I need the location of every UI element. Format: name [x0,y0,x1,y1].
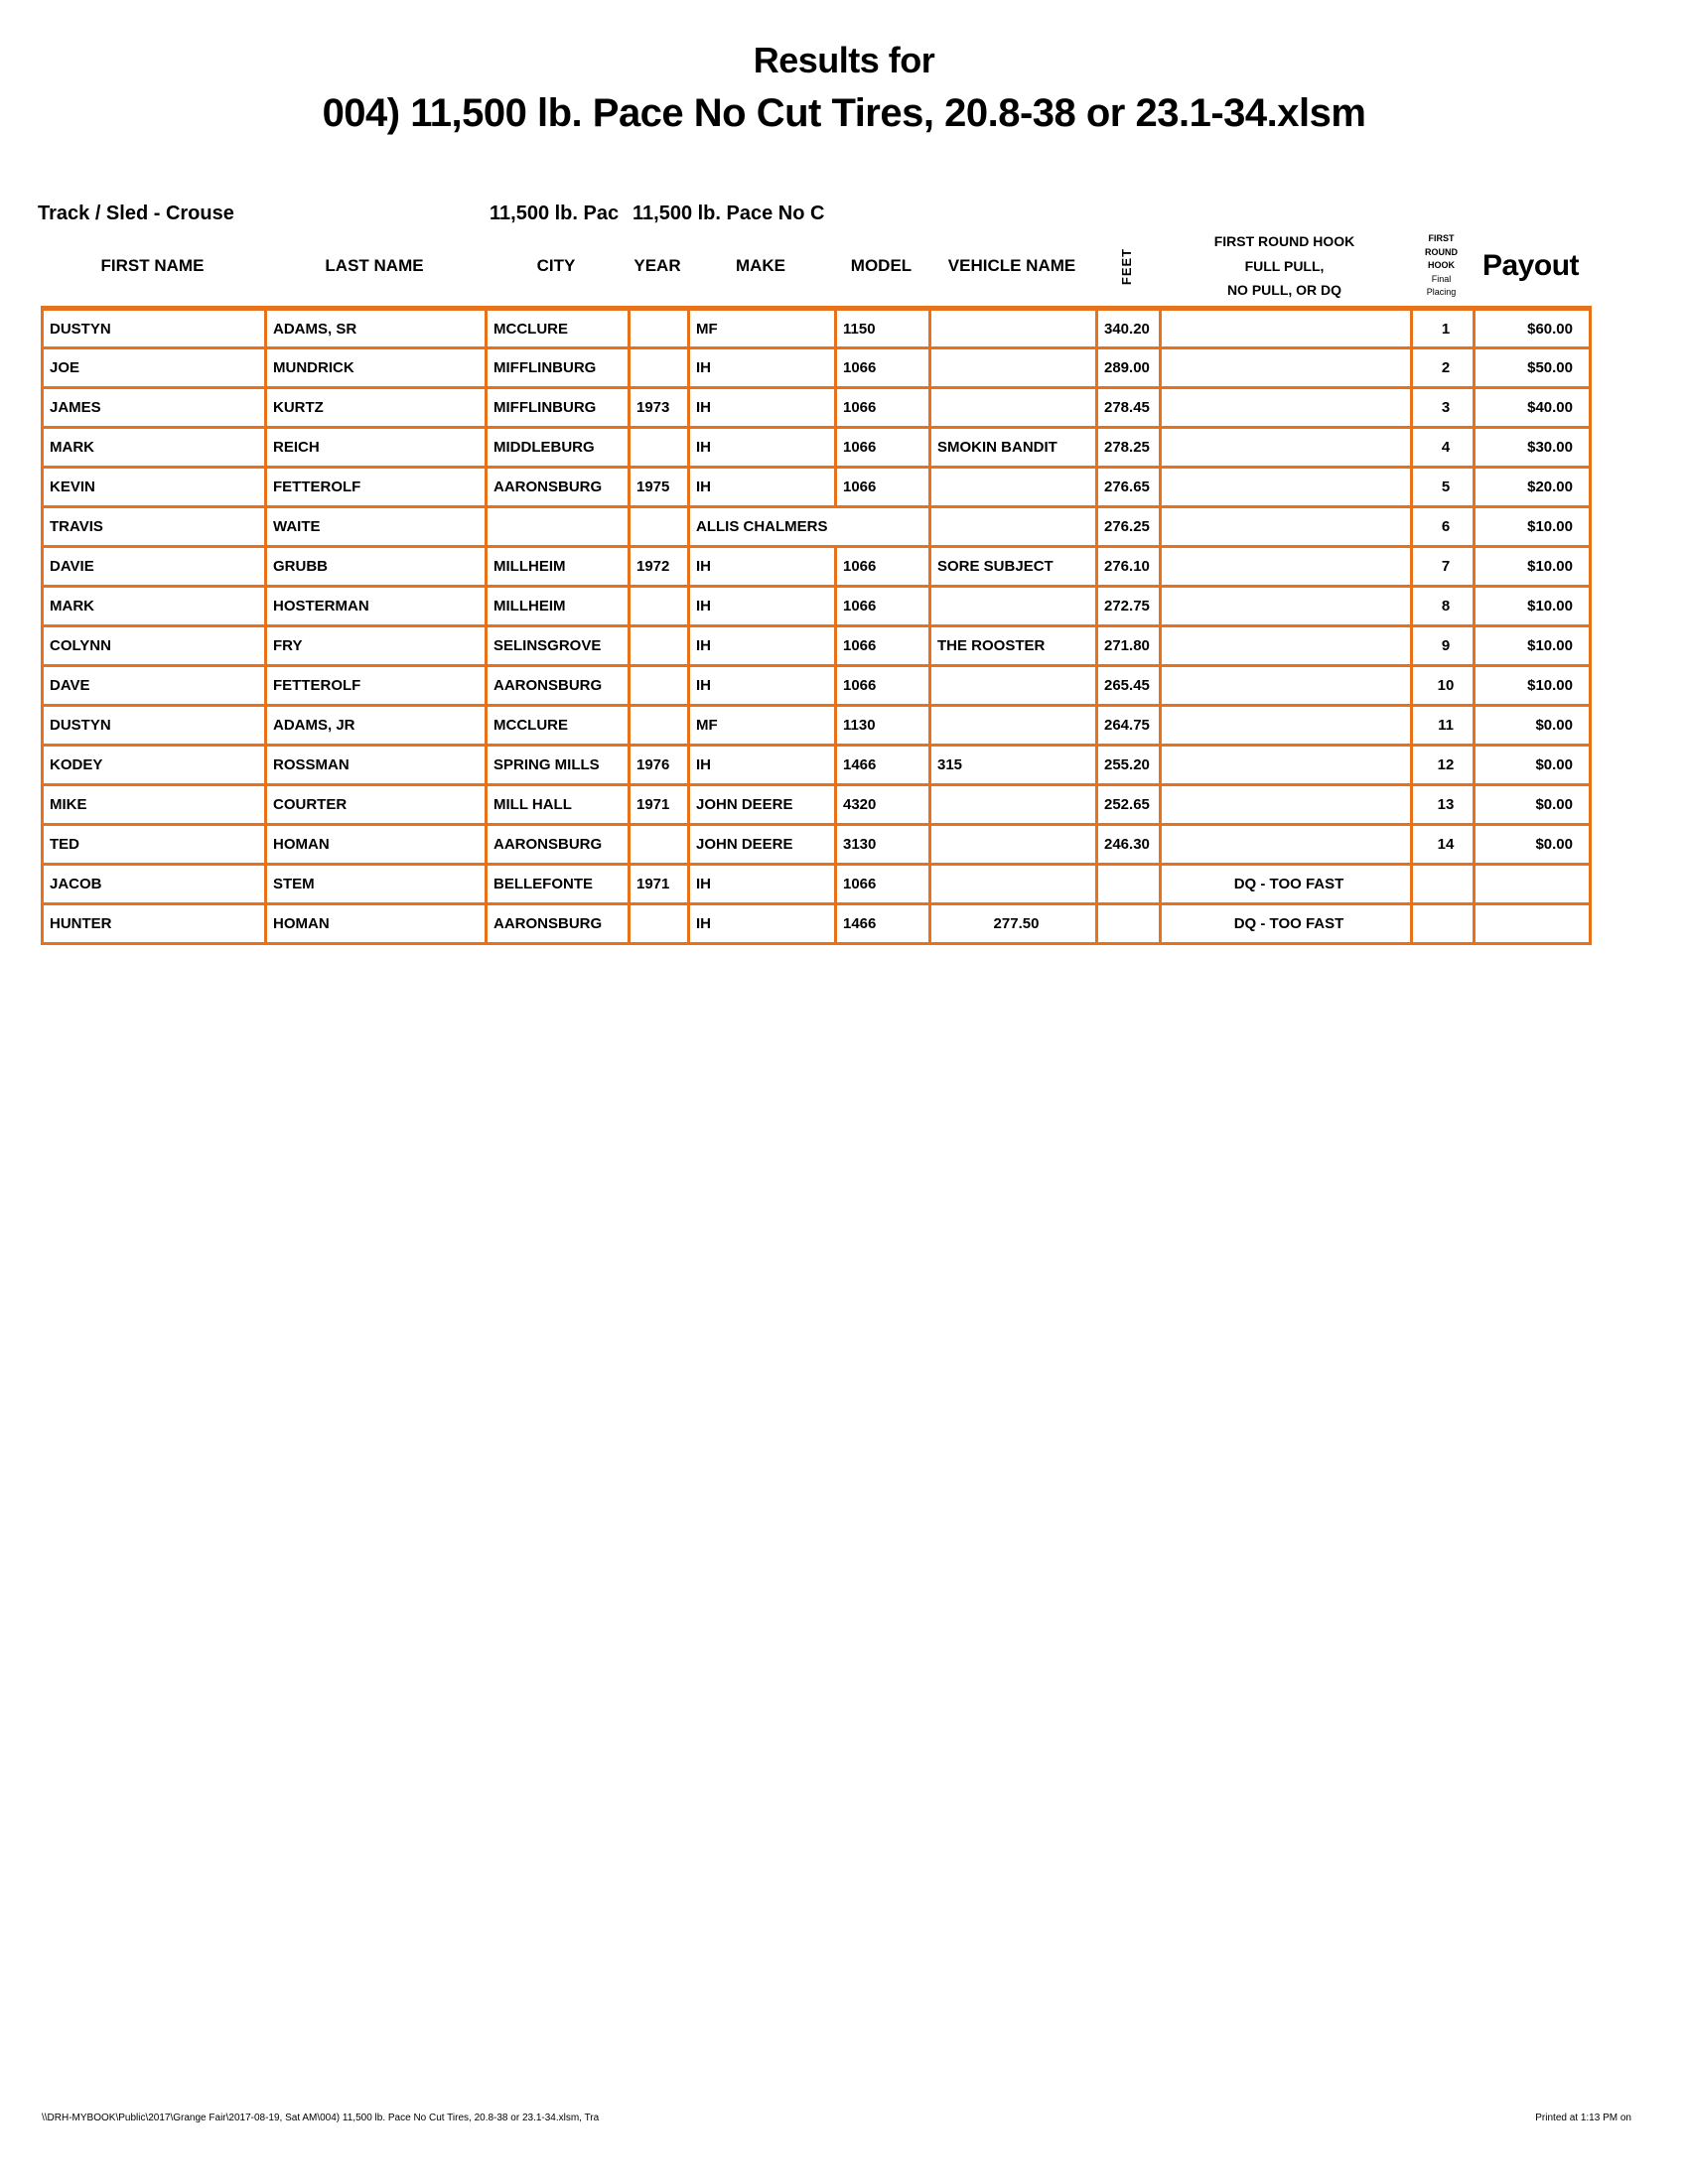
cell-first-name: KEVIN [43,468,266,507]
cell-feet: 278.25 [1097,428,1161,468]
cell-last-name: FETTEROLF [266,666,487,706]
cell-year [630,904,689,944]
cell-hook [1161,626,1412,666]
placing-header-line: Final [1431,273,1452,284]
cell-placing: 7 [1412,547,1475,587]
cell-first-name: HUNTER [43,904,266,944]
cell-feet: 278.45 [1097,388,1161,428]
cell-year: 1971 [630,865,689,904]
cell-model: 4320 [836,785,930,825]
cell-last-name: STEM [266,865,487,904]
table-row [43,746,1591,785]
cell-make: JOHN DEERE [689,825,836,865]
cell-hook: DQ - TOO FAST [1161,865,1412,904]
cell-model: 1066 [836,587,930,626]
cell-payout: $60.00 [1475,309,1591,348]
cell-year: 1976 [630,746,689,785]
cell-make: MF [689,706,836,746]
cell-vehicle-name [930,587,1097,626]
cell-placing: 6 [1412,507,1475,547]
results-table-body [43,309,1591,944]
cell-make: MF [689,309,836,348]
cell-first-name: JACOB [43,865,266,904]
cell-feet: 255.20 [1097,746,1161,785]
cell-vehicle-name [930,666,1097,706]
cell-hook [1161,825,1412,865]
cell-city: AARONSBURG [487,904,630,944]
cell-last-name: ADAMS, SR [266,309,487,348]
cell-year [630,309,689,348]
cell-vehicle-name [930,348,1097,388]
footer-printed-time: Printed at 1:13 PM on [1535,2113,1631,2123]
column-header-first-name: FIRST NAME [100,256,205,275]
cell-payout: $10.00 [1475,666,1591,706]
cell-model: 1066 [836,547,930,587]
cell-payout: $10.00 [1475,626,1591,666]
cell-city [487,507,630,547]
cell-feet: 289.00 [1097,348,1161,388]
placing-header-line: ROUND [1425,246,1458,257]
cell-payout [1475,904,1591,944]
cell-first-name: TRAVIS [43,507,266,547]
cell-placing: 11 [1412,706,1475,746]
cell-payout: $0.00 [1475,706,1591,746]
cell-feet: 276.10 [1097,547,1161,587]
cell-year: 1973 [630,388,689,428]
cell-placing [1412,865,1475,904]
column-header-make: MAKE [735,256,786,275]
track-sled-label: Track / Sled - Crouse [38,203,234,224]
cell-payout: $20.00 [1475,468,1591,507]
cell-city: SELINSGROVE [487,626,630,666]
cell-city: MILLHEIM [487,547,630,587]
cell-vehicle-name: 315 [930,746,1097,785]
cell-feet [1097,904,1161,944]
cell-vehicle-name [930,388,1097,428]
cell-hook [1161,309,1412,348]
cell-city: BELLEFONTE [487,865,630,904]
cell-city: AARONSBURG [487,468,630,507]
cell-payout: $10.00 [1475,587,1591,626]
column-header-vehicle-name: VEHICLE NAME [947,256,1076,275]
cell-feet [1097,865,1161,904]
cell-model: 1066 [836,626,930,666]
cell-make: IH [689,666,836,706]
cell-vehicle-name: 277.50 [930,904,1097,944]
cell-placing: 4 [1412,428,1475,468]
cell-hook [1161,507,1412,547]
cell-payout: $40.00 [1475,388,1591,428]
cell-first-name: KODEY [43,746,266,785]
cell-placing: 1 [1412,309,1475,348]
cell-vehicle-name [930,309,1097,348]
cell-placing: 13 [1412,785,1475,825]
cell-city: AARONSBURG [487,825,630,865]
cell-last-name: MUNDRICK [266,348,487,388]
cell-year [630,706,689,746]
hook-header-line: NO PULL, OR DQ [1226,282,1342,299]
cell-feet: 340.20 [1097,309,1161,348]
table-row [43,865,1591,904]
cell-make: IH [689,865,836,904]
cell-make: IH [689,428,836,468]
cell-payout: $0.00 [1475,825,1591,865]
cell-year [630,507,689,547]
cell-last-name: FETTEROLF [266,468,487,507]
class-label-left: 11,500 lb. Pac [490,203,620,224]
cell-first-name: JOE [43,348,266,388]
cell-year [630,666,689,706]
placing-header-line: FIRST [1428,233,1455,244]
cell-model: 1066 [836,865,930,904]
cell-feet: 264.75 [1097,706,1161,746]
cell-placing: 10 [1412,666,1475,706]
cell-make: IH [689,348,836,388]
hook-header-line: FIRST ROUND HOOK [1213,233,1355,250]
table-row [43,825,1591,865]
cell-last-name: GRUBB [266,547,487,587]
cell-vehicle-name [930,865,1097,904]
placing-header-line: Placing [1426,287,1457,298]
cell-last-name: COURTER [266,785,487,825]
cell-first-name: TED [43,825,266,865]
cell-hook [1161,706,1412,746]
cell-city: AARONSBURG [487,666,630,706]
cell-last-name: WAITE [266,507,487,547]
cell-vehicle-name [930,785,1097,825]
column-header-payout: Payout [1481,249,1580,282]
column-header-feet [1095,226,1159,306]
cell-year [630,348,689,388]
cell-hook [1161,428,1412,468]
cell-hook [1161,348,1412,388]
meta-row [0,203,1688,228]
cell-year [630,626,689,666]
cell-placing: 8 [1412,587,1475,626]
column-header-year: YEAR [633,256,681,275]
cell-hook [1161,746,1412,785]
cell-model: 1066 [836,348,930,388]
cell-first-name: DAVE [43,666,266,706]
table-row [43,904,1591,944]
cell-first-name: MARK [43,587,266,626]
cell-payout: $10.00 [1475,547,1591,587]
cell-make: IH [689,904,836,944]
cell-feet: 276.25 [1097,507,1161,547]
table-row [43,468,1591,507]
cell-last-name: ADAMS, JR [266,706,487,746]
cell-city: MIFFLINBURG [487,388,630,428]
cell-vehicle-name: THE ROOSTER [930,626,1097,666]
table-row [43,785,1591,825]
column-header-model: MODEL [850,256,913,275]
cell-vehicle-name: SMOKIN BANDIT [930,428,1097,468]
cell-last-name: ROSSMAN [266,746,487,785]
cell-first-name: DUSTYN [43,706,266,746]
cell-hook [1161,468,1412,507]
column-header-last-name: LAST NAME [325,256,424,275]
cell-hook [1161,666,1412,706]
report-title-filename: 004) 11,500 lb. Pace No Cut Tires, 20.8-38 or 23.1-34.xlsm [322,91,1366,135]
column-header-first-round-hook [1159,226,1410,306]
cell-make: JOHN DEERE [689,785,836,825]
cell-make: ALLIS CHALMERS [689,507,930,547]
cell-payout: $30.00 [1475,428,1591,468]
table-row [43,706,1591,746]
cell-year [630,587,689,626]
cell-model: 1466 [836,746,930,785]
cell-first-name: COLYNN [43,626,266,666]
cell-placing: 12 [1412,746,1475,785]
cell-year [630,428,689,468]
cell-placing: 2 [1412,348,1475,388]
cell-feet: 265.45 [1097,666,1161,706]
cell-model: 1466 [836,904,930,944]
table-row [43,507,1591,547]
table-row [43,547,1591,587]
table-row [43,587,1591,626]
cell-last-name: KURTZ [266,388,487,428]
cell-payout: $0.00 [1475,746,1591,785]
cell-feet: 246.30 [1097,825,1161,865]
cell-year [630,825,689,865]
table-row [43,626,1591,666]
cell-model: 3130 [836,825,930,865]
placing-header-line: HOOK [1428,260,1455,271]
cell-vehicle-name [930,468,1097,507]
cell-vehicle-name: SORE SUBJECT [930,547,1097,587]
cell-hook [1161,785,1412,825]
cell-make: IH [689,626,836,666]
cell-year: 1971 [630,785,689,825]
cell-vehicle-name [930,706,1097,746]
cell-placing: 3 [1412,388,1475,428]
cell-vehicle-name [930,507,1097,547]
cell-hook [1161,547,1412,587]
cell-payout: $0.00 [1475,785,1591,825]
cell-placing: 14 [1412,825,1475,865]
cell-make: IH [689,468,836,507]
cell-model: 1066 [836,428,930,468]
cell-placing [1412,904,1475,944]
cell-payout: $10.00 [1475,507,1591,547]
cell-hook: DQ - TOO FAST [1161,904,1412,944]
cell-payout [1475,865,1591,904]
table-row [43,666,1591,706]
cell-city: SPRING MILLS [487,746,630,785]
cell-first-name: DUSTYN [43,309,266,348]
cell-model: 1130 [836,706,930,746]
cell-hook [1161,388,1412,428]
cell-year: 1975 [630,468,689,507]
column-header-final-placing [1410,226,1473,306]
cell-vehicle-name [930,825,1097,865]
cell-model: 1066 [836,468,930,507]
cell-model: 1150 [836,309,930,348]
cell-city: MCCLURE [487,309,630,348]
report-title-prefix: Results for [753,40,935,80]
cell-make: IH [689,388,836,428]
cell-city: MIDDLEBURG [487,428,630,468]
cell-last-name: REICH [266,428,487,468]
cell-model: 1066 [836,388,930,428]
page-title [0,40,1688,136]
cell-placing: 5 [1412,468,1475,507]
cell-feet: 276.65 [1097,468,1161,507]
cell-first-name: DAVIE [43,547,266,587]
hook-header-line: FULL PULL, [1244,257,1325,274]
cell-make: IH [689,587,836,626]
cell-city: MILL HALL [487,785,630,825]
column-header-city: CITY [536,256,576,275]
feet-rotated-label: FEET [1119,247,1135,285]
table-row [43,428,1591,468]
cell-last-name: HOSTERMAN [266,587,487,626]
cell-city: MILLHEIM [487,587,630,626]
cell-payout: $50.00 [1475,348,1591,388]
cell-city: MCCLURE [487,706,630,746]
cell-make: IH [689,746,836,785]
cell-last-name: HOMAN [266,825,487,865]
cell-model: 1066 [836,666,930,706]
table-row [43,309,1591,348]
results-table [41,306,1592,945]
cell-make: IH [689,547,836,587]
cell-last-name: FRY [266,626,487,666]
cell-city: MIFFLINBURG [487,348,630,388]
cell-placing: 9 [1412,626,1475,666]
cell-first-name: MARK [43,428,266,468]
table-row [43,388,1591,428]
table-row [43,348,1591,388]
footer-file-path: \\DRH-MYBOOK\Public\2017\Grange Fair\2017-08-19, Sat AM\004) 11,500 lb. Pace No Cut Tires, 20.8-38 or 23.1-34.xlsm, Tra [42,2113,600,2123]
cell-feet: 252.65 [1097,785,1161,825]
cell-hook [1161,587,1412,626]
cell-first-name: JAMES [43,388,266,428]
class-label-right: 11,500 lb. Pace No C [633,203,825,224]
cell-feet: 272.75 [1097,587,1161,626]
cell-feet: 271.80 [1097,626,1161,666]
table-header-row [41,226,1589,306]
cell-year: 1972 [630,547,689,587]
cell-first-name: MIKE [43,785,266,825]
cell-last-name: HOMAN [266,904,487,944]
